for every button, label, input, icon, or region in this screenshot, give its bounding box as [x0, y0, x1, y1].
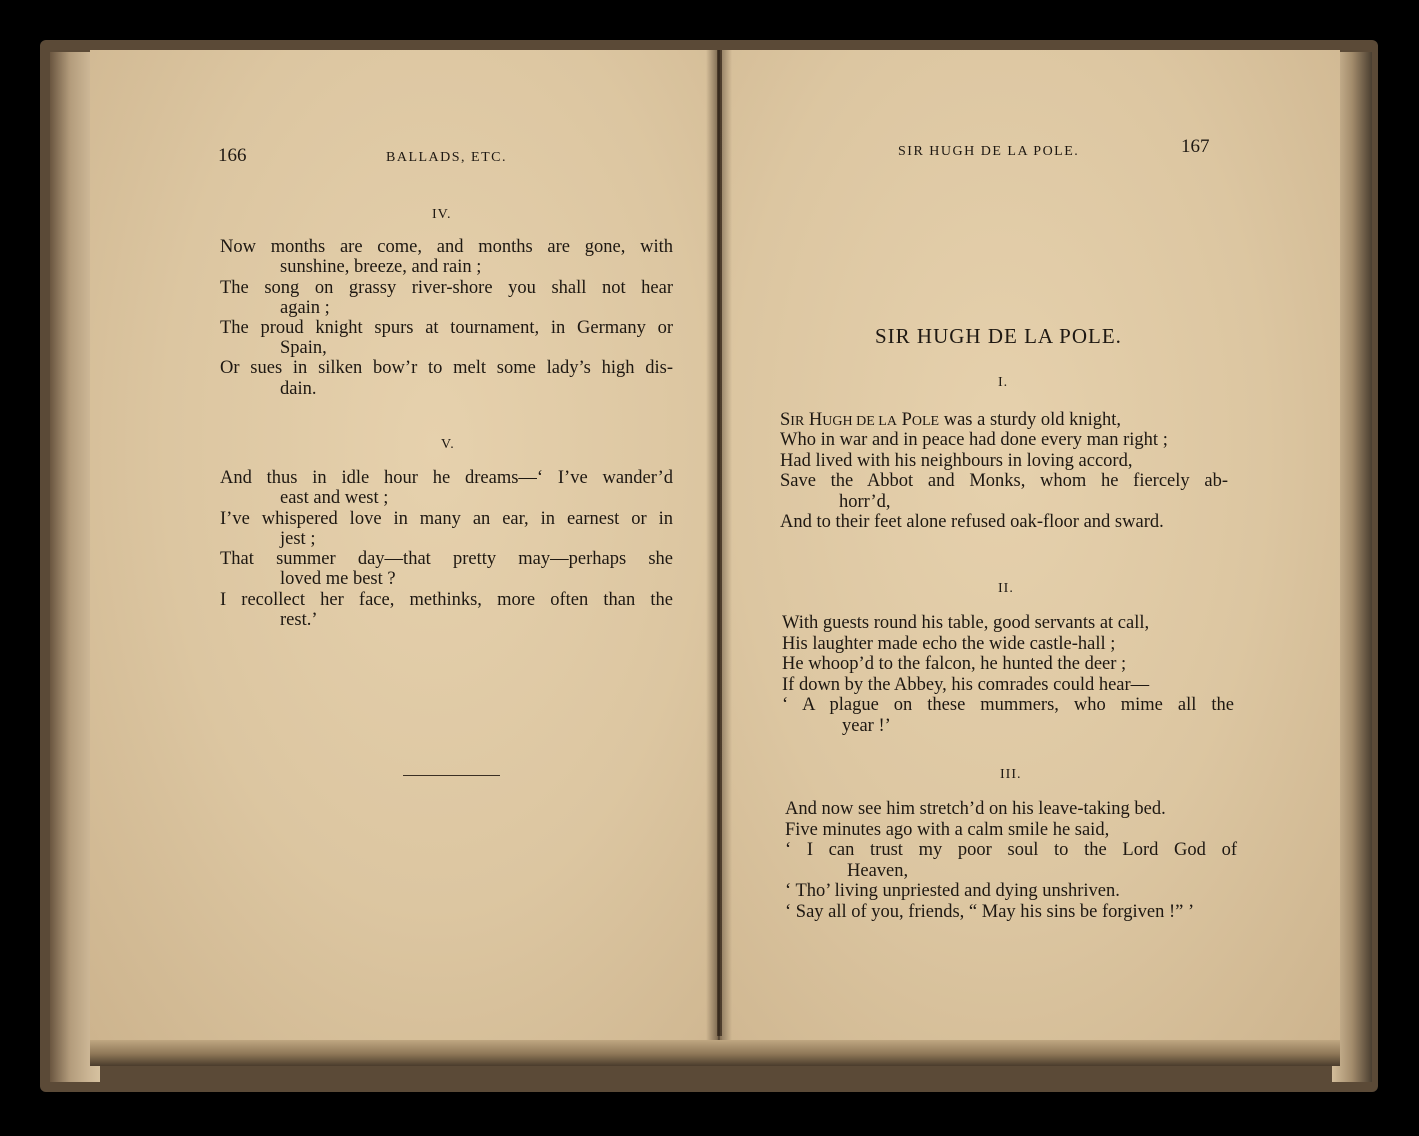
page-number: 166: [218, 145, 247, 166]
verse-line: ‘ Say all of you, friends, “ May his sins be forgiven !” ’: [785, 902, 1195, 922]
end-rule: [403, 775, 500, 776]
verse-line: The proud knight spurs at tournament, in Germany or: [220, 318, 673, 338]
verse-line: Or sues in silken bow’r to melt some lady’s high dis-: [220, 358, 673, 378]
running-head: BALLADS, ETC.: [386, 150, 507, 165]
verse-line: Now months are come, and months are gone, with: [220, 237, 673, 257]
verse-line: ‘ Tho’ living unpriested and dying unshriven.: [785, 881, 1120, 901]
verse-line: Who in war and in peace had done every man right ;: [780, 430, 1168, 450]
verse-line: And to their feet alone refused oak-floor and sward.: [780, 512, 1164, 532]
verse-line: Save the Abbot and Monks, whom he fiercely ab-: [780, 471, 1228, 491]
verse-line: With guests round his table, good servants at call,: [782, 613, 1150, 633]
verse-line: rest.’: [280, 610, 318, 630]
verse-line: Five minutes ago with a calm smile he said,: [785, 820, 1110, 840]
verse-line: jest ;: [280, 529, 316, 549]
verse-line: ‘ A plague on these mummers, who mime all the: [782, 695, 1234, 715]
stanza-numeral: III.: [1000, 767, 1022, 782]
verse-line: dain.: [280, 379, 317, 399]
verse-line: That summer day—that pretty may—perhaps she: [220, 549, 673, 569]
verse-line: year !’: [842, 716, 891, 736]
verse-line: I’ve whispered love in many an ear, in earnest or in: [220, 509, 673, 529]
verse-line: sunshine, breeze, and rain ;: [280, 257, 482, 277]
stanza-numeral: V.: [441, 437, 455, 452]
left-page: [90, 50, 717, 1040]
verse-line: ‘ I can trust my poor soul to the Lord God of: [785, 840, 1237, 860]
stanza-numeral: IV.: [432, 207, 452, 222]
running-head: SIR HUGH DE LA POLE.: [898, 144, 1080, 159]
verse-line: I recollect her face, methinks, more often than the: [220, 590, 673, 610]
verse-line-opening: SIR HUGH DE LA POLE was a sturdy old knight,: [780, 410, 1121, 430]
verse-line: again ;: [280, 298, 330, 318]
poem-title: SIR HUGH DE LA POLE.: [875, 324, 1122, 348]
verse-line: And thus in idle hour he dreams—‘ I’ve wander’d: [220, 468, 673, 488]
book-gutter: [706, 50, 732, 1040]
stanza-numeral: II.: [998, 581, 1014, 596]
verse-line: He whoop’d to the falcon, he hunted the deer ;: [782, 654, 1127, 674]
verse-line: Heaven,: [847, 861, 909, 881]
right-page: [722, 50, 1340, 1040]
verse-line: His laughter made echo the wide castle-hall ;: [782, 634, 1116, 654]
verse-line: east and west ;: [280, 488, 389, 508]
verse-line: Had lived with his neighbours in loving accord,: [780, 451, 1133, 471]
verse-line: If down by the Abbey, his comrades could hear—: [782, 675, 1150, 695]
stanza-numeral: I.: [998, 375, 1009, 390]
page-edges-bottom: [90, 1036, 1340, 1066]
page-number: 167: [1181, 136, 1210, 157]
verse-line: horr’d,: [839, 492, 891, 512]
verse-line: Spain,: [280, 338, 327, 358]
verse-line: The song on grassy river-shore you shall not hear: [220, 278, 673, 298]
verse-line: loved me best ?: [280, 569, 396, 589]
verse-line: And now see him stretch’d on his leave-taking bed.: [785, 799, 1166, 819]
